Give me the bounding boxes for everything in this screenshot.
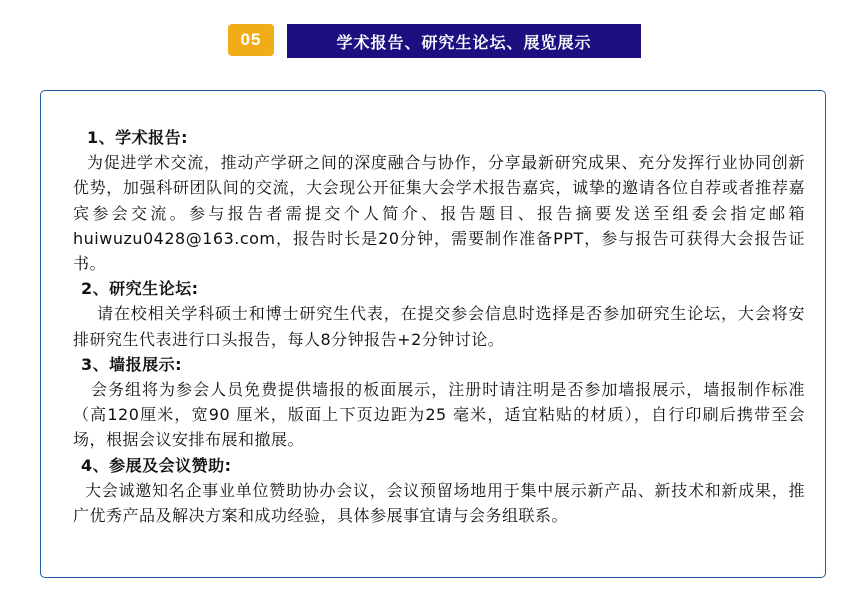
section-1-body: 为促进学术交流，推动产学研之间的深度融合与协作，分享最新研究成果、充分发挥行业协同创新优势，加强科研团队间的交流，大会现公开征集大会学术报告嘉宾，诚挚的邀请各位自荐或者推荐嘉宾参会交流。参与报告者需提交个人简介、报告题目、报告摘要发送至组委会指定邮箱huiwuzu0428@163.com，报告时长是20分钟，需要制作准备PPT，参与报告可获得大会报告证书。: [73, 153, 805, 274]
section-header: [0, 20, 855, 60]
section-2-title: 2、研究生论坛:: [81, 279, 199, 299]
section-1-title: 1、学术报告:: [87, 128, 189, 147]
content-box: [40, 90, 826, 578]
section-4-body: 大会诚邀知名企事业单位赞助协办会议，会议预留场地用于集中展示新产品、新技术和新成果，推广优秀产品及解决方案和成功经验，具体参展事宜请与会务组联系。: [73, 480, 805, 526]
section-number-badge: 05: [228, 24, 274, 56]
section-4-title: 4、参展及会议赞助:: [81, 455, 232, 475]
section-3-title: 3、墙报展示:: [81, 354, 183, 374]
section-3-body: 会务组将为参会人员免费提供墙报的板面展示，注册时请注明是否参加墙报展示，墙报制作标准（高120厘米，宽90 厘米，版面上下页边距为25 毫米，适宜粘贴的材质），自行印刷后携带至会场，根据会议安排布展和撤展。: [73, 380, 805, 450]
content-text: [73, 125, 805, 528]
section-title-bar: 学术报告、研究生论坛、展览展示: [287, 24, 641, 58]
section-2-body: 请在校相关学科硕士和博士研究生代表，在提交参会信息时选择是否参加研究生论坛，大会将安排研究生代表进行口头报告，每人8分钟报告+2分钟讨论。: [73, 304, 805, 349]
